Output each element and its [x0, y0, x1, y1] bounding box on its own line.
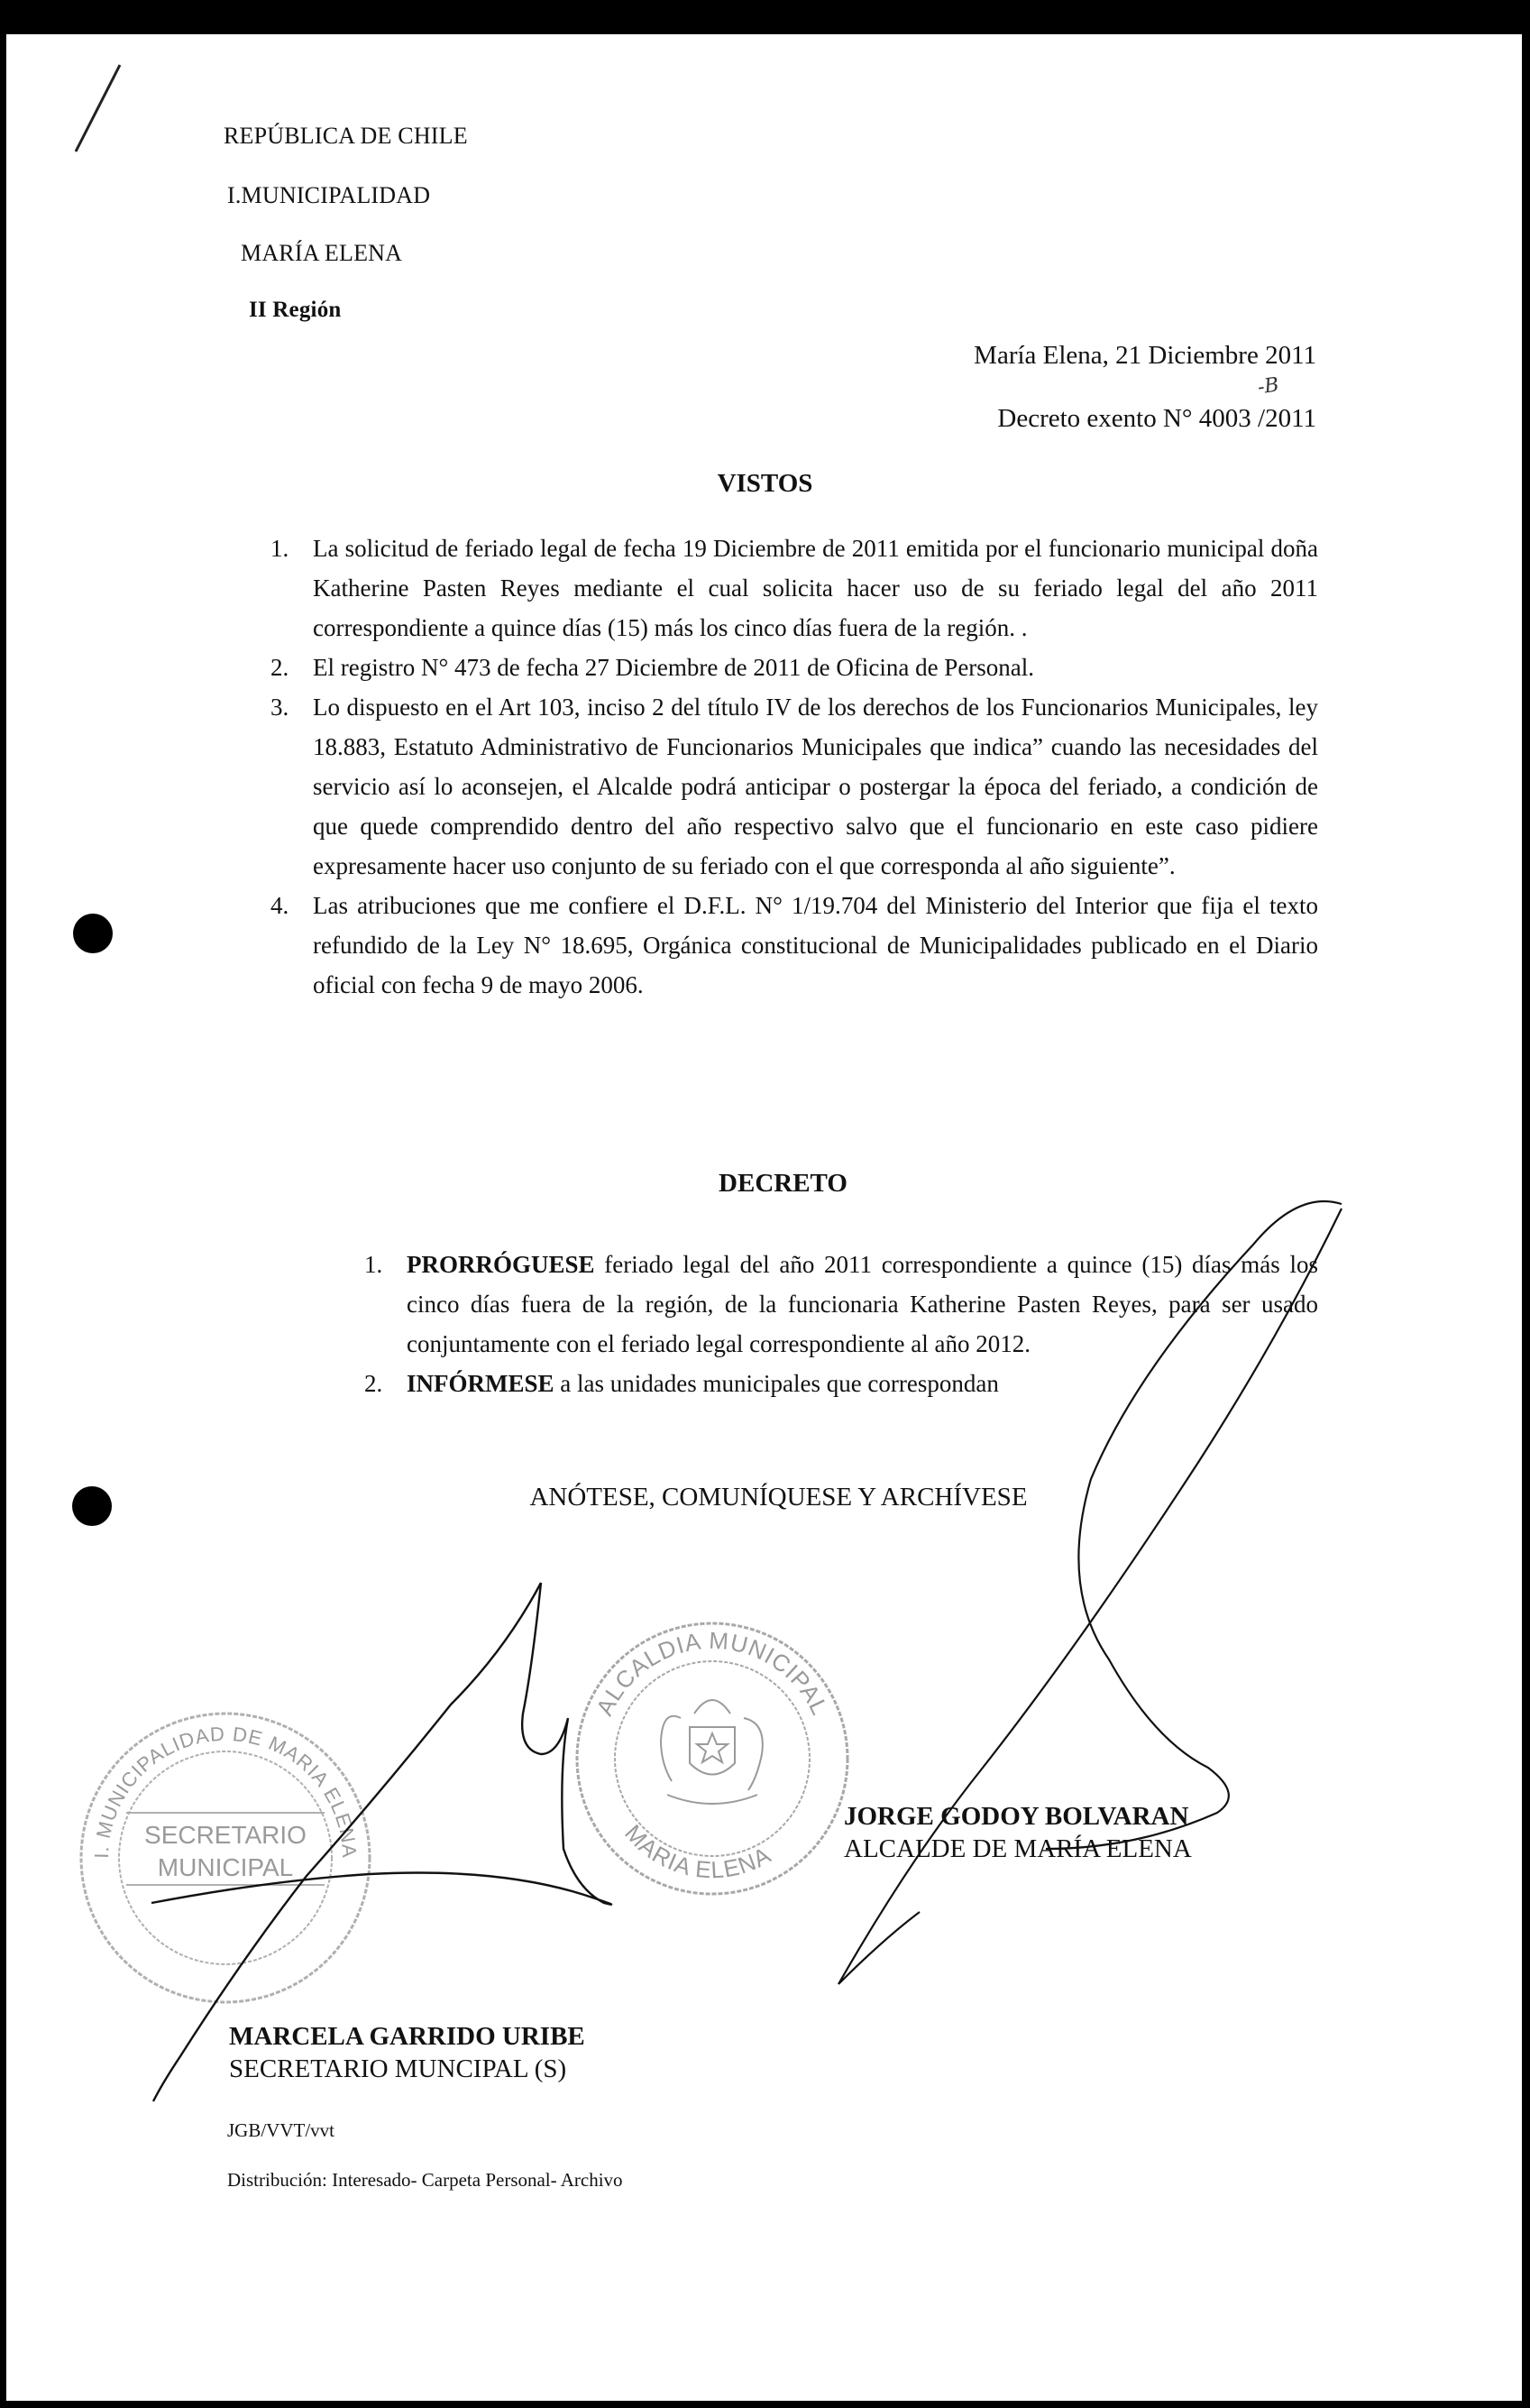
decreto-item [364, 1245, 1318, 1364]
item-number: 1. [270, 535, 289, 562]
vistos-item [270, 648, 1318, 687]
header-municipality: I.MUNICIPALIDAD [227, 182, 431, 208]
secretary-signature-block [229, 2020, 585, 2085]
decreto-list [364, 1245, 1318, 1403]
item-text: feriado legal del año 2011 correspondiente a quince (15) días más los cinco días fuera de la región, de la funcionaria Katherine Pasten Reyes, para ser usado conjuntamente con el feriado legal correspondiente al año 2012. [407, 1251, 1318, 1357]
item-number: 1. [364, 1251, 383, 1278]
decreto-heading: DECRETO [719, 1169, 847, 1198]
header-republic: REPÚBLICA DE CHILE [224, 123, 468, 149]
item-number: 2. [364, 1370, 383, 1397]
secretary-stamp-center1: SECRETARIO [144, 1821, 307, 1849]
punch-hole-upper [73, 914, 113, 953]
vistos-item [270, 886, 1318, 1005]
header-commune: MARÍA ELENA [241, 240, 403, 266]
handwritten-mark: -B [1256, 373, 1281, 400]
secretary-stamp-ring-text: I. MUNICIPALIDAD DE MARIA ELENA [89, 1722, 362, 1860]
place-date: María Elena, 21 Diciembre 2011 [974, 341, 1316, 370]
decreto-item [364, 1364, 1318, 1403]
reference-initials: JGB/VVT/vvt [227, 2119, 335, 2141]
secretary-name: MARCELA GARRIDO URIBE [229, 2022, 585, 2051]
item-keyword: PRORRÓGUESE [407, 1251, 595, 1278]
item-text: a las unidades municipales que correspondan [554, 1370, 999, 1397]
header-region: II Región [249, 298, 342, 322]
mayor-title: ALCALDE DE MARÍA ELENA [844, 1834, 1192, 1863]
item-text: La solicitud de feriado legal de fecha 19 Diciembre de 2011 emitida por el funcionario municipal doña Katherine Pasten Reyes mediante el cual solicita hacer uso de su feriado legal del año 2011 correspondiente a quince días (15) más los cinco días fuera de la región. . [313, 535, 1318, 641]
mayor-signature-block [844, 1800, 1192, 1865]
item-number: 4. [270, 892, 289, 919]
mayor-stamp-top-text: ALCALDIA MUNICIPAL [591, 1626, 834, 1720]
mayor-stamp-bottom-text: MARIA ELENA [619, 1819, 776, 1884]
mayor-name: JORGE GODOY BOLVARAN [844, 1802, 1189, 1831]
vistos-list [270, 528, 1318, 1005]
secretary-stamp-center2: MUNICIPAL [157, 1853, 294, 1881]
item-number: 3. [270, 694, 289, 721]
distribution-list: Distribución: Interesado- Carpeta Personal- Archivo [227, 2169, 623, 2191]
secretary-title: SECRETARIO MUNCIPAL (S) [229, 2054, 567, 2083]
item-text: Lo dispuesto en el Art 103, inciso 2 del título IV de los derechos de los Funcionarios Municipales, ley 18.883, Estatuto Administrativo de Funcionarios Municipales que indica” cuando las necesidades del servicio así lo aconsejen, el Alcalde podrá anticipar o postergar la época del feriado, a condición de que quede comprendido dentro del año respectivo salvo que el funcionario en este caso pidiere expresamente hacer uso conjunto de su feriado con el que corresponda al año siguiente”. [313, 694, 1318, 879]
item-number: 2. [270, 654, 289, 681]
item-text: Las atribuciones que me confiere el D.F.L. N° 1/19.704 del Ministerio del Interior que fija el texto refundido de la Ley N° 18.695, Orgánica constitucional de Municipalidades publicado en el Diario oficial con fecha 9 de mayo 2006. [313, 892, 1318, 998]
vistos-heading: VISTOS [717, 469, 813, 498]
item-keyword: INFÓRMESE [407, 1370, 554, 1397]
decree-number: Decreto exento N° 4003 /2011 [997, 404, 1316, 433]
vistos-item [270, 528, 1318, 648]
item-text: El registro N° 473 de fecha 27 Diciembre de 2011 de Oficina de Personal. [313, 654, 1035, 681]
vistos-item [270, 687, 1318, 886]
closing-formula: ANÓTESE, COMUNÍQUESE Y ARCHÍVESE [529, 1483, 1028, 1512]
